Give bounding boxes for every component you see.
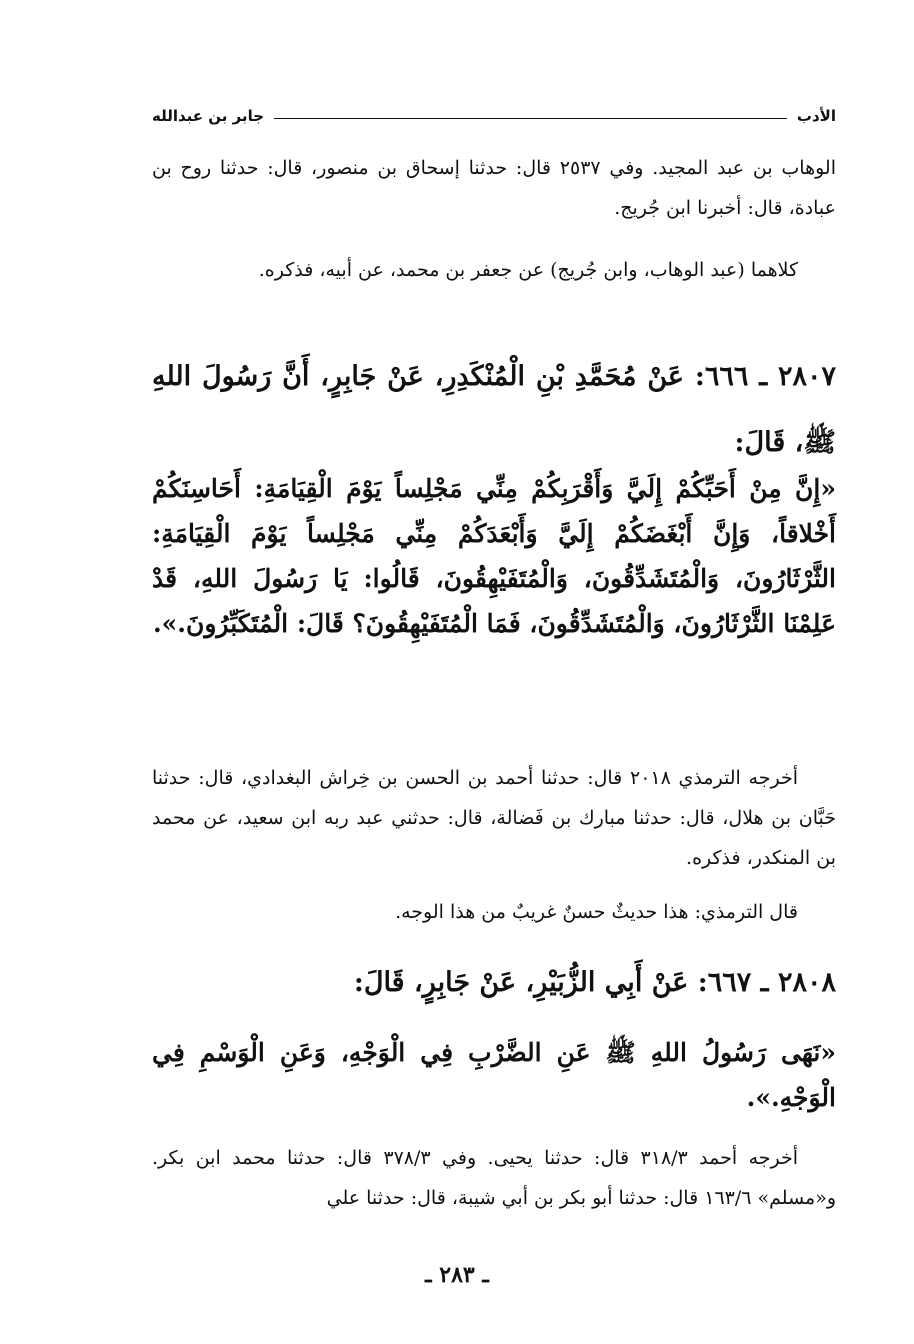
hadith-2807-text: «إِنَّ مِنْ أَحَبِّكُمْ إِلَيَّ وَأَقْرَبِكُمْ مِنِّي مَجْلِساً يَوْمَ الْقِيَامَةِ: أَحَاسِنَكُمْ أَخْلاقاً، وَإِنَّ أَبْغَضَكُمْ إِلَيَّ وَأَبْعَدَكُمْ مِنِّي مَجْلِساً يَوْمَ الْقِيَامَةِ: الثَّرْثَارُونَ، وَالْمُتَشَدِّقُونَ، وَالْمُتَفَيْهِقُونَ، قَالُوا: يَا رَسُولَ اللهِ، قَدْ عَلِمْنَا الثَّرْثَارُونَ، وَالْمُتَشَدِّقُونَ، فَمَا الْمُتَفَيْهِقُونَ؟ قَالَ: الْمُتَكَبِّرُونَ.».: [152, 474, 836, 638]
hadith-2808-text: «نَهَى رَسُولُ اللهِ ﷺ عَنِ الضَّرْبِ فِي الْوَجْهِ، وَعَنِ الْوَسْمِ فِي الْوَجْهِ.».: [152, 1038, 836, 1112]
hadith-2807-takhrij: أخرجه الترمذي ٢٠١٨ قال: حدثنا أحمد بن الحسن بن خِراش البغدادي، قال: حدثنا حَبَّان بن هلال، قال: حدثنا مبارك بن فَضالة، قال: حدثني عبد ربه ابن سعيد، عن محمد بن المنكدر، فذكره.: [152, 767, 836, 869]
hadith-2808-heading: ٢٨٠٨ ـ ٦٦٧: عَنْ أَبِي الزُّبَيْرِ، عَنْ جَابِرٍ، قَالَ:: [353, 967, 836, 998]
paragraph-isnad-continuation: الوهاب بن عبد المجيد. وفي ٢٥٣٧ قال: حدثنا إسحاق بن منصور، قال: حدثنا روح بن عبادة، قال: أخبرنا ابن جُريج.: [152, 157, 836, 219]
header-narrator-title: جابر بن عبدالله: [152, 107, 265, 125]
running-header: [152, 98, 836, 134]
hadith-2808-takhrij: أخرجه أحمد ٣١٨/٣ قال: حدثنا يحيى. وفي ٣٧٨/٣ قال: حدثنا محمد ابن بكر. و«مسلم» ١٦٣/٦ قال: حدثنا أبو بكر بن أبي شيبة، قال: حدثنا علي: [152, 1147, 836, 1209]
page-number: ـ ٢٨٣ ـ: [425, 1262, 489, 1288]
paragraph-isnad-summary: كلاهما (عبد الوهاب، وابن جُريج) عن جعفر بن محمد، عن أبيه، فذكره.: [258, 259, 798, 281]
hadith-2807-heading: ٢٨٠٧ ـ ٦٦٦: عَنْ مُحَمَّدِ بْنِ الْمُنْكَدِرِ، عَنْ جَابِرٍ، أَنَّ رَسُولَ اللهِ ﷺ، قَالَ:: [152, 361, 836, 458]
tirmidhi-grading-note: قال الترمذي: هذا حديثٌ حسنٌ غريبٌ من هذا الوجه.: [395, 901, 798, 923]
header-rule: [274, 118, 787, 119]
header-section-title: الأدب: [796, 107, 836, 125]
